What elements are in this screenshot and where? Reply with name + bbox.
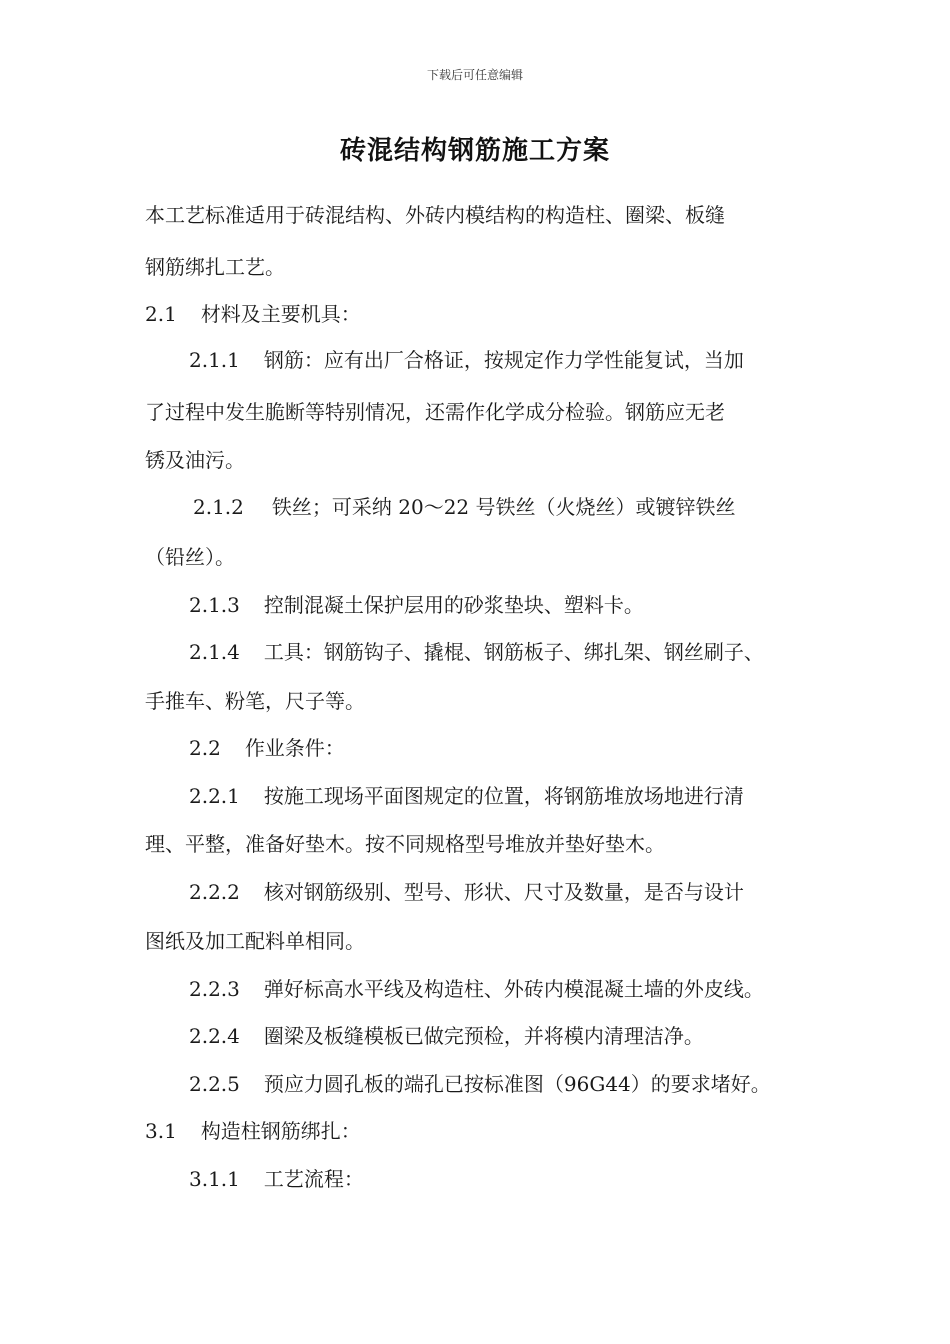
section-heading-2-1 <box>145 300 361 328</box>
section-number: 2.1 <box>145 302 177 326</box>
section-text: 构造柱钢筋绑扎： <box>200 1119 361 1143</box>
section-text: 材料及主要机具： <box>200 302 361 326</box>
clause-text: 弹好标高水平线及构造柱、外砖内模混凝土墙的外皮线。 <box>263 977 764 1001</box>
clause-number: 3.1.1 <box>189 1167 240 1191</box>
clause-number: 2.2.5 <box>189 1072 240 1096</box>
section-heading-2-2 <box>189 734 345 762</box>
clause-2-2-5 <box>189 1070 771 1098</box>
section-text: 作业条件： <box>244 736 345 760</box>
clause-3-1-1 <box>189 1165 364 1193</box>
clause-number: 2.2.4 <box>189 1024 240 1048</box>
clause-text: 核对钢筋级别、型号、形状、尺寸及数量，是否与设计 <box>263 880 744 904</box>
section-number: 2.2 <box>189 736 221 760</box>
section-heading-3-1 <box>145 1117 361 1145</box>
paragraph-line: （铅丝）。 <box>145 545 235 569</box>
paragraph-line: 图纸及加工配料单相同。 <box>145 929 365 953</box>
section-number: 3.1 <box>145 1119 177 1143</box>
clause-number: 2.2.2 <box>189 880 240 904</box>
header-note: 下载后可任意编辑 <box>426 68 523 82</box>
clause-text: 预应力圆孔板的端孔已按标准图（96G44）的要求堵好。 <box>263 1072 771 1096</box>
paragraph-line: 锈及油污。 <box>145 448 245 472</box>
clause-text: 钢筋：应有出厂合格证，按规定作力学性能复试，当加 <box>263 348 744 372</box>
clause-text: 铁丝；可采纳 20～22 号铁丝（火烧丝）或镀锌铁丝 <box>271 495 736 519</box>
clause-number: 2.1.1 <box>189 348 240 372</box>
clause-number: 2.2.1 <box>189 784 240 808</box>
clause-2-2-2 <box>189 878 744 906</box>
clause-number: 2.2.3 <box>189 977 240 1001</box>
clause-text: 圈梁及板缝模板已做完预检，并将模内清理洁净。 <box>263 1024 704 1048</box>
clause-2-2-1 <box>189 782 744 810</box>
clause-2-1-2 <box>193 493 736 521</box>
clause-2-1-4 <box>189 638 764 666</box>
document-title: 砖混结构钢筋施工方案 <box>339 136 610 166</box>
clause-text: 按施工现场平面图规定的位置，将钢筋堆放场地进行清 <box>263 784 744 808</box>
clause-text: 工具：钢筋钩子、撬棍、钢筋板子、绑扎架、钢丝刷子、 <box>263 640 764 664</box>
clause-2-1-1 <box>189 346 744 374</box>
clause-2-2-4 <box>189 1022 704 1050</box>
paragraph-line: 本工艺标准适用于砖混结构、外砖内模结构的构造柱、圈梁、板缝 <box>145 203 725 227</box>
paragraph-line: 了过程中发生脆断等特别情况，还需作化学成分检验。钢筋应无老 <box>145 400 725 424</box>
clause-number: 2.1.4 <box>189 640 240 664</box>
clause-number: 2.1.3 <box>189 593 240 617</box>
paragraph-line: 钢筋绑扎工艺。 <box>145 255 285 279</box>
clause-text: 工艺流程： <box>263 1167 364 1191</box>
paragraph-line: 理、平整，准备好垫木。按不同规格型号堆放并垫好垫木。 <box>145 832 665 856</box>
clause-text: 控制混凝土保护层用的砂浆垫块、塑料卡。 <box>263 593 644 617</box>
clause-2-2-3 <box>189 975 764 1003</box>
paragraph-line: 手推车、粉笔，尺子等。 <box>145 689 365 713</box>
clause-number: 2.1.2 <box>193 495 244 519</box>
clause-2-1-3 <box>189 591 644 619</box>
